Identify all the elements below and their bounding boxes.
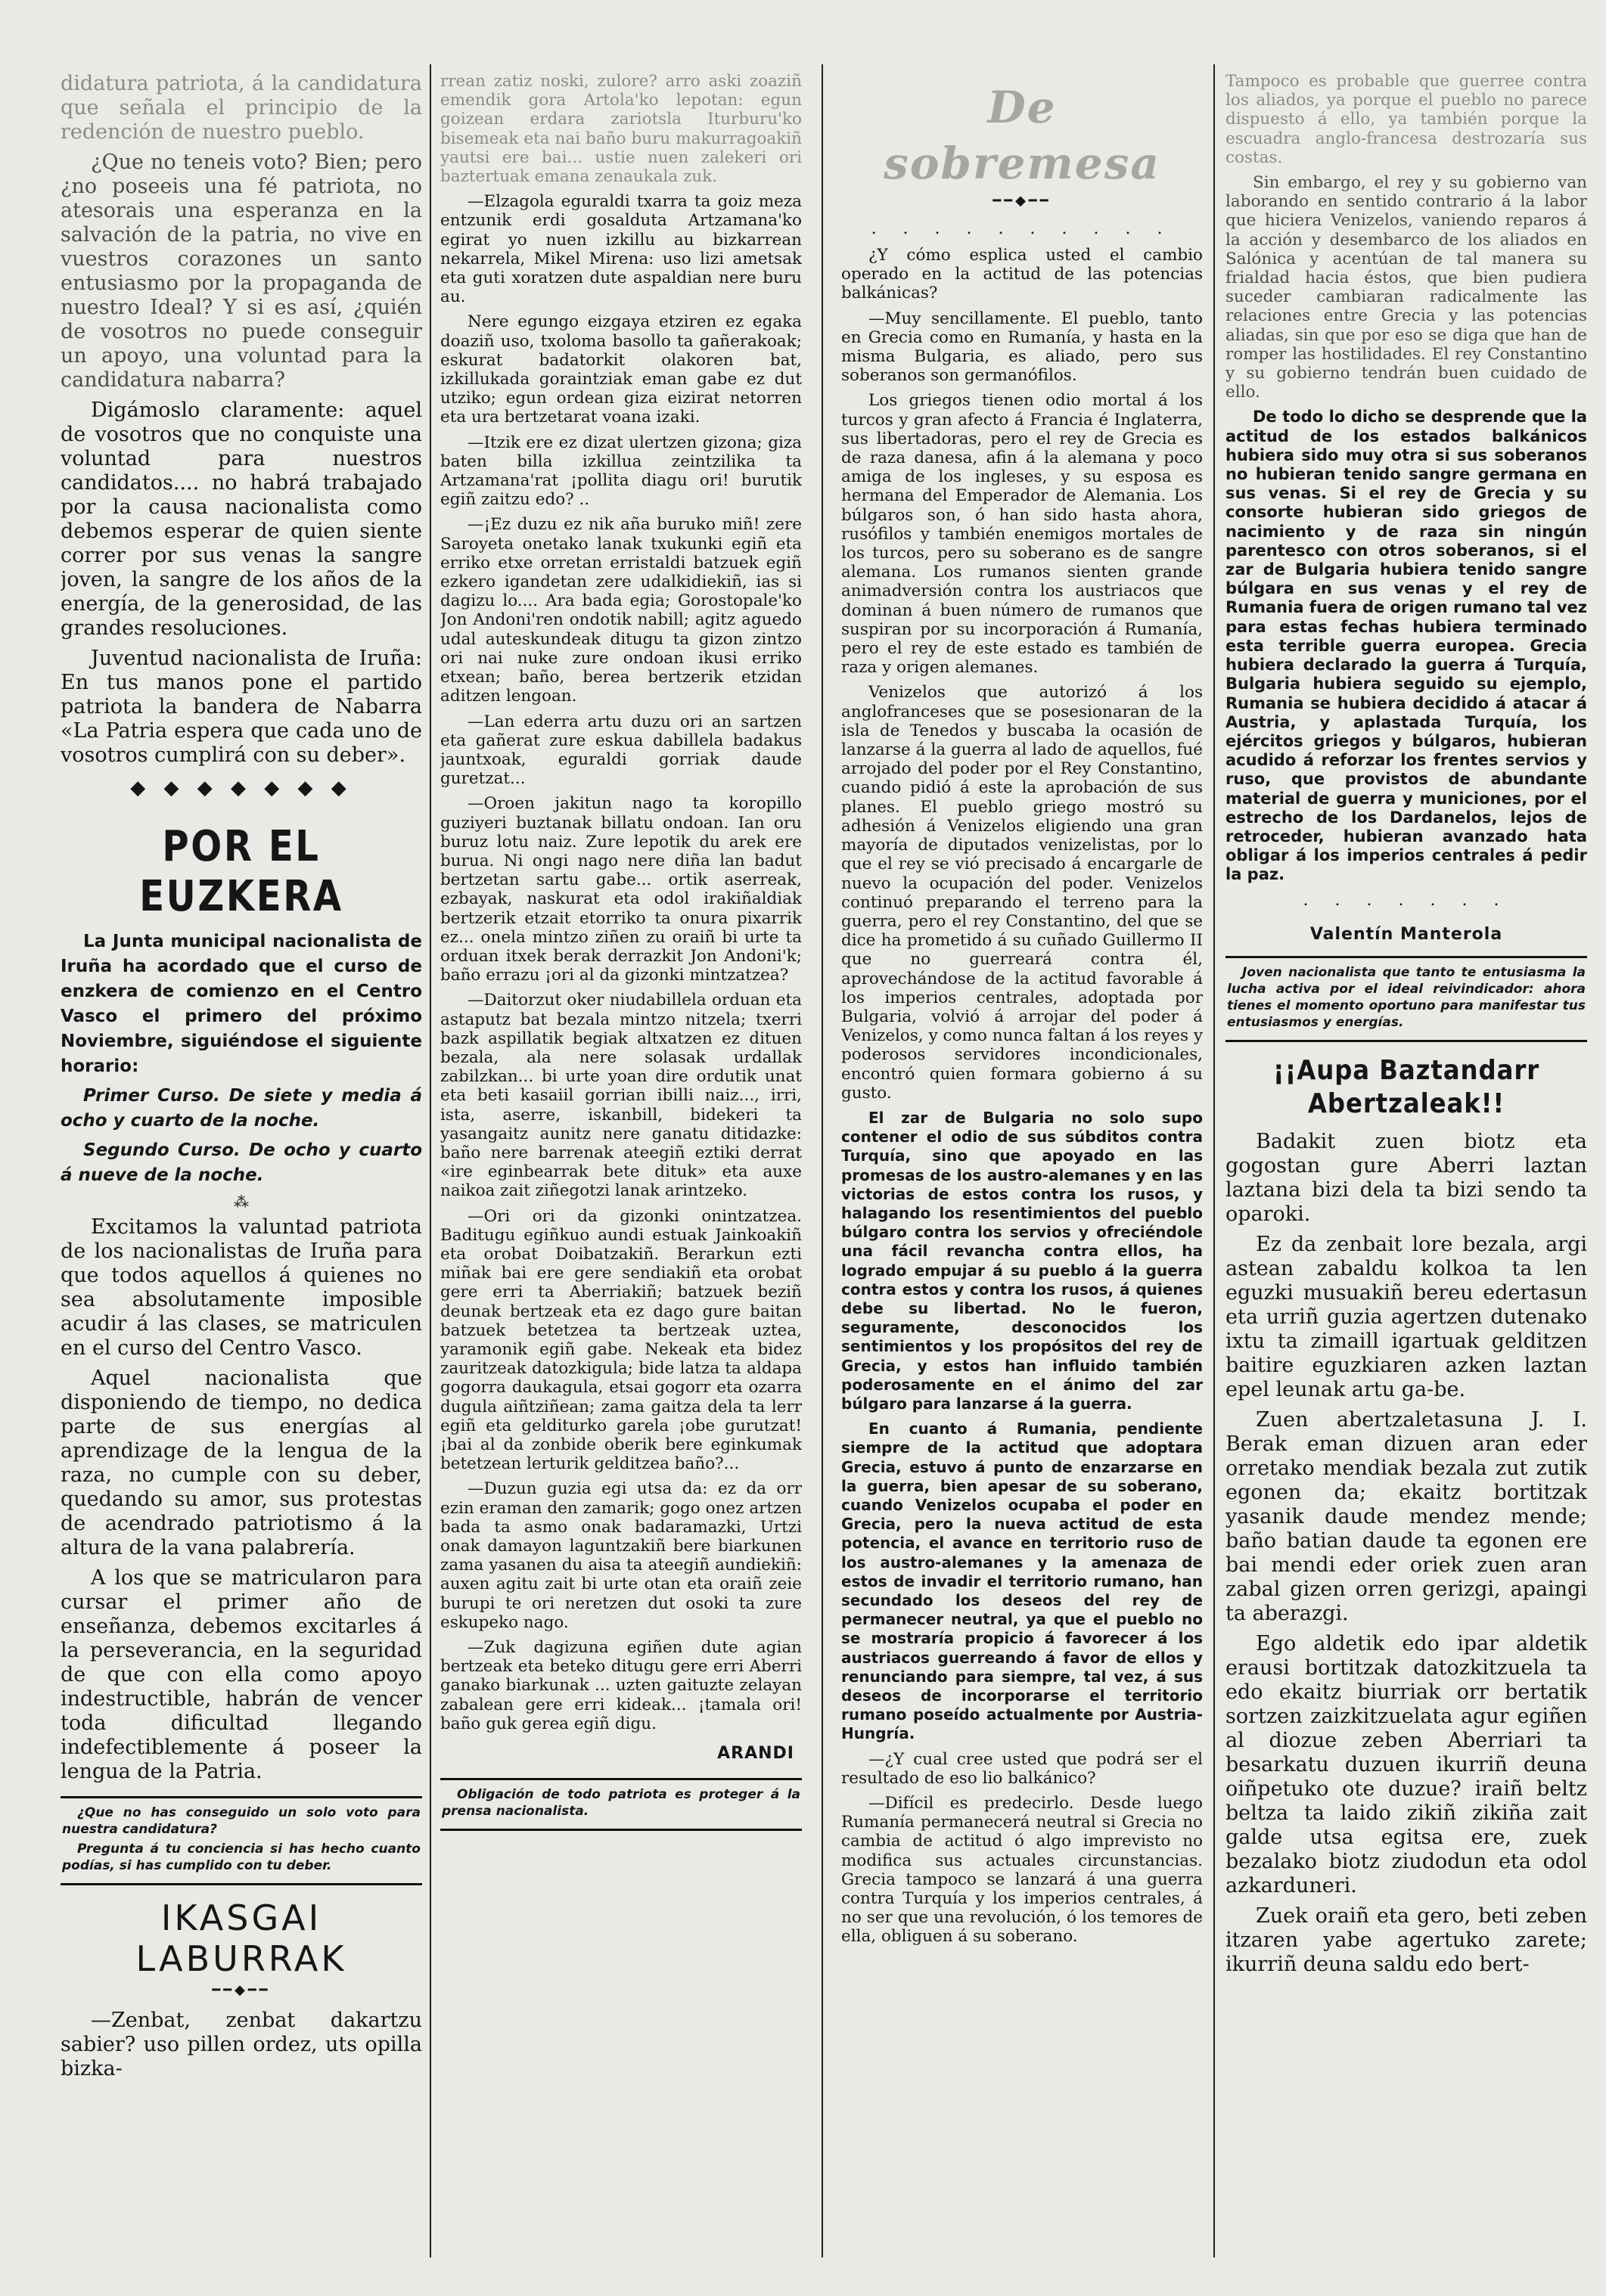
paragraph: —Ori ori da gizonki onintzatzea. Baditugu egiñkuo aundi estuak Jainkoakiñ eta orobat Doibatzakiñ. Berarkun ezti miñak bai ere gere sendiakiñ eta orobat gere erri ta Aberriakiñ; batzuek beziñ deunak bertzeak eta ez dago gure baitan batzuek betetzea ta bertzeak uztea, yaramonik egiñ gabe. Nekeak eta bidez zauritzeak datozkigula; bide latza ta aldapa gogorra daukagula, etsai gogorr eta ozarra dugula aiñtziñean; zama gaitza dela ta lerr egiñ eta gelditurko garela ¡obe gurutzat! ¡bai al da zonbide oberik bere eginkumak betetzean lerturik gelditzea baño?... xyxy=(440,1206,802,1474)
column-4 xyxy=(1225,72,1587,2266)
paragraph: —Itzik ere ez dizat ulertzen gizona; giza baten billa izkillua zeintzilika ta Artzamana'rat ¡pollita diagu ori! burutik egiñ zaitzu edo? .. xyxy=(440,433,802,510)
ellipsis-divider: . . . . . . . xyxy=(1303,890,1510,910)
paragraph: didatura patriota, á la candidatura que señala el principio de la redención de nuestro pueblo. xyxy=(61,72,422,144)
column-rule xyxy=(1213,64,1215,2257)
signature: Valentín Manterola xyxy=(1309,924,1503,944)
paragraph: Pregunta á tu conciencia si has hecho cuanto podías, si has cumplido con tu deber. xyxy=(62,1841,421,1873)
paragraph: Juventud nacionalista de Iruña: En tus manos pone el partido patriota la bandera de Nabarra «La Patria espera que cada uno de vosotros cumplirá con su deber». xyxy=(61,647,422,767)
asterism: ⁂ xyxy=(234,1193,249,1211)
signature: ARANDI xyxy=(717,1744,794,1764)
paragraph: ¿Y cómo esplica usted el cambio operado en la actitud de las potencias balkánicas? xyxy=(841,246,1203,303)
paragraph: Sin embargo, el rey y su gobierno van laborando en sentido contrario á la labor que hiciera Venizelos, vaniendo reparos á la acción y desembarco de los aliados en Salónica y acentúan de tal manera su frialdad hacia éstos, que bien pudiera suceder cambiaran radicalmente las relaciones entre Grecia y las potencias aliadas, sin que por eso se diga que han de romper las hostilidades. El rey Constantino y su gobierno tendrán buen cuidado de ello. xyxy=(1225,173,1587,402)
column-1 xyxy=(61,72,422,2266)
paragraph: Nere egungo eizgaya etziren ez egaka doaziñ uso, txoloma basollo ta gañerakoak; eskurat badatorkit olakoren bat, izkillukada goraintziak eman gabe ez dut utziko; egun ordean giza eizirat netorren eta ura bertzetarat voana izaki. xyxy=(440,312,802,427)
paragraph: A los que se matricularon para cursar el primer año de enseñanza, debemos excitarles á la perseverancia, en la seguridad de que con ella como apoyo indestructible, habrán de vencer toda dificultad llegando indefectiblemente á poseer la lengua de la Patria. xyxy=(61,1566,422,1783)
paragraph: La Junta municipal nacionalista de Iruña ha acordado que el curso de enzkera de comienzo en el Centro Vasco el primero del próximo Noviembre, siguiéndose el siguiente horario: xyxy=(61,932,422,1076)
ornament-divider: ━━◆━━ xyxy=(992,193,1052,209)
paragraph: Joven nacionalista que tanto te entusiasma la lucha activa por el ideal reivindicador: ahora tienes el momento oportuno para manifestar tus entusiasmos y energías. xyxy=(1227,964,1586,1030)
paragraph: Los griegos tienen odio mortal á los turcos y gran afecto á Francia é Inglaterra, sus libertadoras, pero el rey de Grecia es de raza danesa, afin á la alemana y poco amiga de los ingleses, y su esposa es hermana del Emperador de Alemania. Los búlgaros son, ó han sido hasta ahora, rusófilos y también enemigos mortales de los turcos, pero su soberano es de sangre alemana. Los rumanos sienten grande animadversión contra los austriacos que dominan á buen número de rumanos que suspiran por su incorporación á Rumanía, pero el rey de este estado es también de raza y origen alemanes. xyxy=(841,391,1203,678)
column-2 xyxy=(440,72,802,2266)
paragraph: ¿Que no has conseguido un solo voto para nuestra candidatura? xyxy=(62,1805,421,1837)
paragraph: —¿Y cual cree usted que podrá ser el resultado de eso lio balkánico? xyxy=(841,1749,1203,1788)
paragraph: Venizelos que autorizó á los anglofranceses que se posesionaran de la isla de Tenedos y buscaba la ocasión de lanzarse á la guerra al lado de aquellos, fué arrojado del poder por el Rey Constantino, cuando pidió á este la aprobación de sus planes. El pueblo griego mostró su adhesión á Venizelos eligiendo una gran mayoría de diputados venizelistas, por lo que el rey se vió precisado á encargarle de nuevo la ocupación del poder. Venizelos continuó preparando el terreno para la guerra, pero el rey Constantino, del que se dice ha prometido á su cuñado Guillermo II que no guerreará contra él, aprovechándose de la actitud favorable á los imperios centrales, adoptada por Bulgaria, volvió á arrojar del poder á Venizelos, y como nunca faltan á los reyes y poderosos servidores incondicionales, encontró quien formara gobierno á su gusto. xyxy=(841,683,1203,1103)
section-title: POR EL EUZKERA xyxy=(139,822,343,921)
paragraph: —Elzagola eguraldi txarra ta goiz meza entzunik erdi gosalduta Artzamana'ko egirat yo nuen izkillu au bizkarrean nekarrela, Mikel Mirena: uso lizi ametsak eta guti xoratzen dute aspaldian nere buru au. xyxy=(440,192,802,307)
paragraph: Primer Curso. De siete y media á ocho y cuarto de la noche. xyxy=(61,1086,422,1131)
paragraph: Tampoco es probable que guerree contra los aliados, ya porque el pueblo no parece dispuesto á ello, ya también porque la escuadra anglo-francesa destrozaría sus costas. xyxy=(1225,72,1587,167)
ellipsis-divider: . . . . . . . . . . xyxy=(871,219,1173,238)
paragraph: rrean zatiz noski, zulore? arro aski zoaziñ emendik gora Artola'ko lepotan: egun goizean erdara zariotsla Iturburu'ko bisemeak eta nai baño buru makurragoakiñ yautsi ere bai... ustie nuen zalekeri ori baztertuak emana zenaukala zuk. xyxy=(440,72,802,187)
column-rule xyxy=(430,64,431,2257)
paragraph: Ego aldetik edo ipar aldetik erausi bortitzak datozkitzuela ta edo ekaitz biurriak orr bertatik sortzen zaizkitzuelata agur egiñen al diozue zeben Aberriari ta besarkatu duzuen ikurriñ deuna oiñpetuko ote duzue? iraiñ beltz beltza ta laido zikiñ zikiña zait galde utsa egitsa ere, zuek bezalako biotz ziudodun eta odol azkarduneri. xyxy=(1225,1631,1587,1897)
paragraph: —Duzun guzia egi utsa da: ez da orr ezin eraman den zamarik; gogo onez artzen bada ta asmo onak badaramazki, Urtzi onak damayon laguntzakiñ bere biarkunen zama yasanen du aisa ta ateegiñ aundiekiñ: auxen agitu zait bi urte otan eta oraiñ zeie burupi te ori neretzen dut osoki ta zure eskupeko nago. xyxy=(440,1479,802,1632)
section-title: IKASGAI LABURRAK xyxy=(135,1897,347,1979)
paragraph: —¡Ez duzu ez nik aña buruko miñ! zere Saroyeta onetako lanak txukunki egiñ eta erriko etxe orretan erristaldi batzuek egiñ ezkero igandetan zere udalkidiekiñ, ias si dagizu lo.... Ara bada egia; Gorostopale'ko Jon Andoni'ren ondotik nabill; agitz aguedo udal auteskundeak ditugu ta gizon zintzo ori nai nuke zure ondoan ikusi erriko etxean; baño, berea bertzerik etzidan aditzen lengoan. xyxy=(440,515,802,706)
junta-notice xyxy=(61,929,422,1188)
paragraph: Excitamos la valuntad patriota de los nacionalistas de Iruña para que todos aquellos á quienes no sea absolutamente imposible acudir á las clases, se matriculen en el curso del Centro Vasco. xyxy=(61,1215,422,1360)
paragraph: Badakit zuen biotz eta gogostan gure Aberri laztan laztana bizi dela ta bizi sendo ta oparoki. xyxy=(1225,1129,1587,1226)
paragraph: Aquel nacionalista que disponiendo de tiempo, no dedica parte de sus energías al aprendizage de la lengua de la raza, no cumple con su deber, quedando su amor, sus protestas de acendrado patriotismo á la altura de la vana palabrería. xyxy=(61,1367,422,1559)
column-3 xyxy=(841,72,1203,2266)
paragraph: Zuek oraiñ eta gero, beti zeben itzaren yabe agertuko zarete; ikurriñ deuna saldu edo bert- xyxy=(1225,1904,1587,1976)
paragraph: —Difícil es predecirlo. Desde luego Rumanía permanecerá neutral si Grecia no cambia de actitud ó algo imprevisto no modifica sus actuales circunstancias. Grecia tampoco se lanzará á una guerra contra Turquía y los imperios centrales, á no ser que una revolución, ó los temores de ella, obliguen á su soberano. xyxy=(841,1794,1203,1947)
paragraph: El zar de Bulgaria no solo supo contener el odio de sus súbditos contra Turquía, sino que apoyado en las promesas de los austro-alemanes y en las victorias de estos contra los rusos, y halagando los resentimientos del pueblo búlgaro contra los servios y ofreciéndole una fácil revancha contra ellos, ha logrado empujar á su pueblo á la guerra contra estos y contra los rusos, á quienes debe su libertad. No le fueron, seguramente, desconocidos los sentimientos y los propósitos del rey de Grecia, y estos han influido también poderosamente en el ánimo del zar búlgaro para lanzarse á la guerra. xyxy=(841,1108,1203,1413)
paragraph: —Zenbat, zenbat dakartzu sabier? uso pillen ordez, uts opilla bizka- xyxy=(61,2009,422,2080)
paragraph: —Lan ederra artu duzu ori an sartzen eta gañerat zure eskua dabillela badakus jauntxoak, eguraldi gorriak daude guretzat... xyxy=(440,712,802,789)
paragraph: ¿Que no teneis voto? Bien; pero ¿no poseeis una fé patriota, no atesorais una esperanza en la salvación de la patria, no vive en vuestros corazones un santo entusiasmo por la propaganda de nuestro Ideal? Y si es así, ¿quién de vosotros no puede conseguir un apoyo, una voluntad para la candidatura nabarra? xyxy=(61,150,422,392)
section-title: De sobremesa xyxy=(884,82,1160,189)
paragraph: Digámoslo claramente: aquel de vosotros que no conquiste una voluntad para nuestros candidatos.... no habrá trabajado por la causa nacionalista como debemos esperar de quien siente correr por sus venas la sangre joven, la sangre de los años de la energía, de la generosidad, de las grandes resoluciones. xyxy=(61,399,422,640)
notice-box xyxy=(1225,956,1587,1042)
ornament-divider: ◆ ◆ ◆ ◆ ◆ ◆ ◆ xyxy=(130,777,353,799)
paragraph: Ez da zenbait lore bezala, argi astean zabaldu kolkoa ta len eguzki musuakiñ bereu edertasun eta urriñ guzia agertzen dutenako ixtu ta zimaill igartuak gelditzen baitire eguzkiaren azken laztan epel leunak artu ga-be. xyxy=(1225,1232,1587,1401)
paragraph: —Zuk dagizuna egiñen dute agian bertzeak eta beteko ditugu gere erri Aberri ganako biarkunak ... uzten gaituzte zelayan zabalean gere erri kideak... ¡tamala ori! baño guk gerea egiñ digu. xyxy=(440,1638,802,1733)
paragraph: —Daitorzut oker niudabillela orduan eta astaputz bat bezala mintzo nitzela; txerri bazk aspillatik begiak altxatzen ez dituen bezala, ala nere solasak urdallak zabilzkan... bi urte yoan dire ordutik unat eta beti kasaiil gorrian ibilli naiz..., irri, ista, aserre, iskanbill, bidekeri ta yasangaitz aunitz nere ganatu ditidazke: baño nere barrenak ateegiñ eztiki derrat «ire eginbearrak bete dituk» eta auxe naikoa zait ziñegotzi lanak arintzeko. xyxy=(440,991,802,1201)
ornament-divider: ━━◆━━ xyxy=(212,1982,271,1998)
paragraph: Obligación de todo patriota es proteger á la prensa nacionalista. xyxy=(442,1787,800,1820)
paragraph: —Oroen jakitun nago ta koropillo guziyeri buztanak billatu ondoan. Ian oru buruz lotu naiz. Zure lepotik du arek ere burua. Ni ongi nago nere diña lan badut bertzetan sartu gabe... ortik aserreak, ezbayak, naskurat eta odol irakiñaldiak bertzerik etzait etorriko ta onura pixarrik ez... onela mintzo ziñen zu oraiñ bi urte ta orduan itxek berak derrazkit Jon Andoni'k; baño errazu ¡ori al da gizonki mintzatzea? xyxy=(440,794,802,985)
paragraph: De todo lo dicho se desprende que la actitud de los estados balkánicos hubiera sido muy otra si sus soberanos no hubieran tenido sangre germana en sus venas. Si el rey de Grecia y su consorte hubieran sido griegos de nacimiento y de raza sin ningún parentesco con otros soberanos, si el zar de Bulgaria hubiera tenido sangre búlgara en sus venas y el rey de Rumania fuera de origen rumano tal vez para estas fechas hubiera terminado esta terrible guerra europea. Grecia hubiera declarado la guerra á Turquía, Bulgaria hubiera seguido su ejemplo, Rumania se hubiera decidido á atacar á Austria, y aplastada Turquía, los ejércitos griegos y búlgaros, hubieran acudido á reforzar los frentes servios y ruso, que provistos de abundante material de guerra y municiones, por el estrecho de los Dardanelos, lejos de retroceder, hubieran avanzado hata obligar á los imperios centrales á pedir la paz. xyxy=(1225,408,1587,884)
notice-box xyxy=(440,1778,802,1831)
column-rule xyxy=(822,64,823,2257)
paragraph: Zuen abertzaletasuna J. I. Berak eman dizuen aran eder orretako mendiak bezala zut zutik egonen da; ekaitz bortitzak yasanik daude mendez mende; baño batian daude ta egonen ere bai mendi eder oriek zuen aran zabal gizen orren gerizgi, apaingi ta aberazgi. xyxy=(1225,1407,1587,1625)
paragraph: —Muy sencillamente. El pueblo, tanto en Grecia como en Rumanía, y hasta en la misma Bulgaria, es aliado, pero sus soberanos son germanófilos. xyxy=(841,309,1203,386)
section-title: ¡¡Aupa Baztandarr Abertzaleak!! xyxy=(1272,1054,1540,1119)
notice-box xyxy=(61,1796,422,1885)
paragraph: Segundo Curso. De ocho y cuarto á nueve de la noche. xyxy=(61,1140,422,1185)
paragraph: En cuanto á Rumania, pendiente siempre de la actitud que adoptara Grecia, estuvo á punto de enzarzarse en la guerra, bien apesar de su soberano, cuando Venizelos ocupaba el poder en Grecia, pero la nueva actitud de esta potencia, el avance en territorio ruso de los austro-alemanes y la amenaza de estos de invadir el territorio rumano, han secundado los deseos del rey de permanecer neutral, ya que el pueblo no se mostraría propicio á favorecer á los austriacos guerreando á favor de ellos y renunciando para siempre, tal vez, á sus deseos de incorporarse el territorio rumano poseído actualmente por Austria-Hungría. xyxy=(841,1419,1203,1743)
